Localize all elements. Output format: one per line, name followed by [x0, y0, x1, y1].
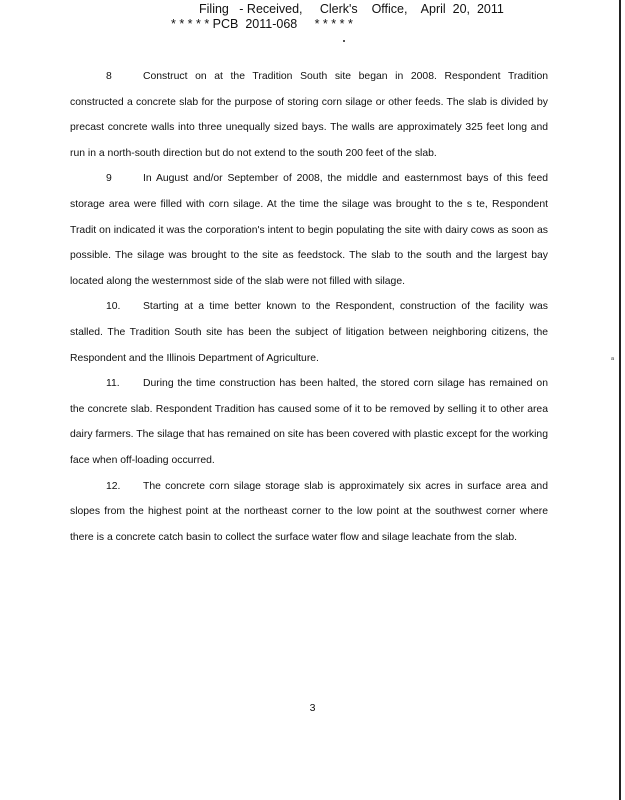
- paragraph-number: 8: [106, 71, 112, 82]
- paragraph-11: [70, 371, 548, 473]
- page-number: 3: [309, 702, 316, 714]
- paragraph-12: [70, 474, 548, 551]
- scan-speck: [343, 40, 345, 42]
- paragraph-10: [70, 294, 548, 371]
- paragraph-9: [70, 166, 548, 294]
- paragraph-text: The concrete corn silage storage slab is approximately six acres in surface area and slopes from the highest point at the northeast corner to the low point at the southwest corner where there is a concrete catch basin to collect the surface water flow and silage leachate from the slab.: [70, 480, 548, 543]
- paragraph-text: Starting at a time better known to the Respondent, construction of the facility was stalled. The Tradition South site has been the subject of litigation between neighboring citizens, the Respondent and the Illinois Department of Agriculture.: [70, 301, 548, 364]
- filing-stamp-line1: Filing - Received, Clerk's Office, April 20, 2011: [199, 2, 504, 16]
- scan-edge-line: [619, 0, 621, 800]
- filing-stamp-line2: * * * * * PCB 2011-068 * * * * *: [171, 17, 353, 31]
- paragraph-number: 11.: [106, 378, 120, 390]
- paragraph-text: During the time construction has been halted, the stored corn silage has remained on the concrete slab. Respondent Tradition has caused some of it to be removed by selling it to other area dairy farmers. The silage that has remained on site has been covered with plastic except for the working face when off-loading occurred.: [70, 378, 548, 466]
- paragraph-number: 9: [106, 173, 112, 185]
- margin-mark: ᵃ: [611, 355, 614, 364]
- paragraph-8: [70, 64, 548, 166]
- document-body: [70, 64, 548, 550]
- paragraph-number: 12.: [106, 480, 121, 492]
- paragraph-text: In August and/or September of 2008, the middle and easternmost bays of this feed storage area were filled with corn silage. At the time the silage was brought to the s te, Respondent Tradit on indicated it was the corporation's intent to begin populating the site with dairy cows as soon as possible. The silage was brought to the site as feedstock. The slab to the south and the largest bay located along the westernmost side of the slab were not filled with silage.: [70, 173, 548, 287]
- paragraph-text: Construct on at the Tradition South site began in 2008. Respondent Tradition constructed a concrete slab for the purpose of storing corn silage or other feeds. The slab is divided by precast concrete walls into three unequally sized bays. The walls are approximately 325 feet long and run in a north-south direction but do not extend to the south 200 feet of the slab.: [70, 71, 548, 159]
- paragraph-number: 10.: [106, 301, 121, 313]
